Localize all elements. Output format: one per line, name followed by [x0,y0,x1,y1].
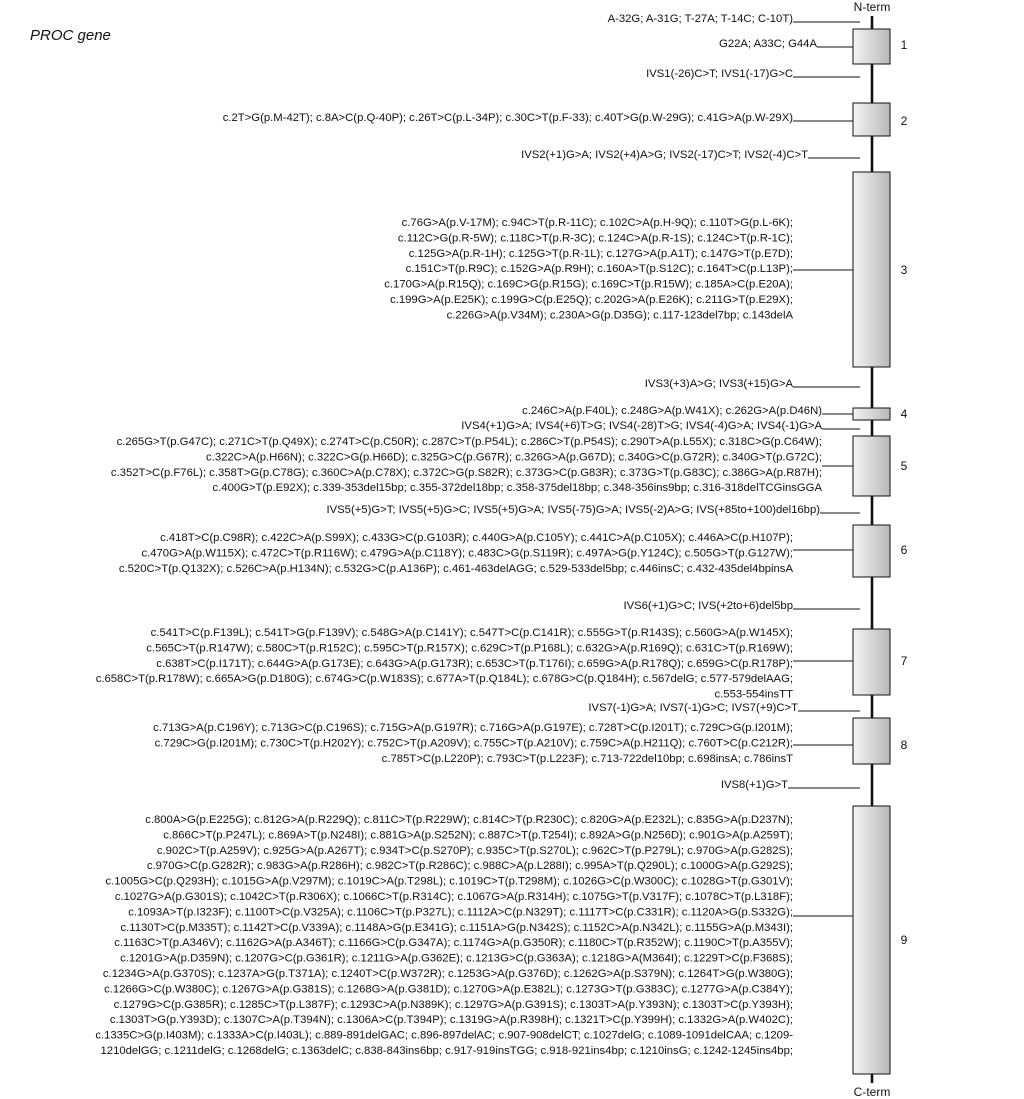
exon-4-label: 4 [900,407,908,421]
mutation-line: c.638T>C(p.I171T); c.644G>A(p.G173E); c.643G>A(p.G173R); c.653C>T(p.T176I); c.659G>A(p.R178Q); c.659G>C(p.R178P); [156,657,793,670]
mutation-group-ivs8 [721,779,788,791]
exon-7-label: 7 [900,654,908,668]
mutation-line: A-32G; A-31G; T-27A; T-14C; C-10T) [607,13,793,25]
mutation-line: c.1027G>A(p.G301S); c.1042C>T(p.R306X); c.1066C>T(p.R314C); c.1067G>A(p.R314H); c.1075G>T(p.V317F); c.1078C>T(p.L318F); [114,891,793,903]
mutation-line: c.1266G>C(p.W380C); c.1267G>A(p.G381S); c.1268G>A(p.G381D); c.1270G>A(p.E382L); c.1273G>T(p.G383C); c.1277G>A(p.C384Y); [104,983,793,996]
exon-9-box [853,806,890,1074]
mutation-group-ivs4 [461,420,822,432]
mutation-line: G22A; A33C; G44A [719,38,817,50]
mutation-line: c.1005G>C(p.Q293H); c.1015G>A(p.V297M); c.1019C>A(p.T298L); c.1019C>T(p.T298M); c.1026G>C(p.W300C); c.1028G>T(p.G301V); [105,875,793,888]
mutation-line: c.112C>G(p.R-5W); c.118C>T(p.R-3C); c.124C>A(p.R-1S); c.124C>T(p.R-1C); [397,232,793,245]
mutation-line: c.1234G>A(p.G370S); c.1237A>G(p.T371A); c.1240T>C(p.W372R); c.1253G>A(p.G376D); c.1262G>A(p.S379N); c.1264T>G(p.W380G); [102,968,793,980]
mutation-line: c.970G>C(p.G282R); c.983G>A(p.R286H); c.982C>T(p.R286C); c.988C>A(p.L288I); c.995A>T(p.Q290L); c.1000G>A(p.G292S); [146,860,793,873]
mutation-group-promoter [608,13,794,25]
mutation-group-exon3 [384,217,793,321]
mutation-line: c.226G>A(p.V34M); c.230A>G(p.D35G); c.117-123del7bp; c.143delA [446,309,793,322]
mutation-line: c.76G>A(p.V-17M); c.94C>T(p.R-11C); c.102C>A(p.H-9Q); c.110T>G(p.L-6K); [401,217,793,229]
mutation-line: IVS5(+5)G>T; IVS5(+5)G>C; IVS5(+5)G>A; IVS5(-75)G>A; IVS5(-2)A>G; IVS(+85to+100)del16bp) [326,504,820,516]
mutation-line: IVS2(+1)G>A; IVS2(+4)A>G; IVS2(-17)C>T; IVS2(-4)C>T [521,149,808,161]
mutation-group-ivs2 [521,149,808,161]
mutation-line: c.1303T>G(p.Y393D); c.1307C>A(p.T394N); c.1306A>C(p.T394P); c.1319G>A(p.R398H); c.1321T>C(p.Y399H); c.1332G>A(p.W402C); [109,1014,793,1027]
mutation-group-exon6 [119,532,794,575]
diagram-title: PROC gene [30,27,111,44]
mutation-line: c.1279G>C(p.G385R); c.1285C>T(p.L387F); c.1293C>A(p.N389K); c.1297G>A(p.G391S); c.1303T>A(p.Y393N); c.1303T>C(p.Y393H); [113,998,793,1011]
exon-2-box [853,103,890,136]
mutation-group-ivs7 [588,702,798,714]
exon-8-box [853,718,890,764]
mutation-group-ivs6 [623,600,793,612]
mutation-line: c.520C>T(p.Q132X); c.526C>A(p.H134N); c.532G>C(p.A136P); c.461-463delAGG; c.529-533del5bp; c.446insC; c.432-435del4bpinsA [118,562,793,575]
exon-3-label: 3 [900,263,908,277]
exon-5-box [853,436,890,496]
mutation-line: c.729C>G(p.I201M); c.730C>T(p.H202Y); c.752C>T(p.A209V); c.755C>T(p.A210V); c.759C>A(p.H211Q); c.760T>C(p.C212R); [154,737,793,750]
mutation-line: c.785T>C(p.L220P); c.793C>T(p.L223F); c.713-722del10bp; c.698insA; c.786insT [381,752,793,765]
exon-5-label: 5 [900,459,908,473]
exon-4-box [853,408,890,420]
mutation-group-exon1 [719,38,817,50]
exons [853,29,908,1074]
mutation-line: IVS6(+1)G>C; IVS(+2to+6)del5bp [623,600,793,612]
mutation-line: c.322C>A(p.H66N); c.322C>G(p.H66D); c.325G>C(p.G67R); c.326G>A(p.G67D); c.340G>C(p.G72R); c.340G>T(p.G72C); [206,451,822,464]
mutation-line: IVS8(+1)G>T [720,779,788,791]
mutation-line: 1210delGG; c.1211delG; c.1268delG; c.1363delC; c.838-843ins6bp; c.917-919insTGG; c.918-921ins4bp; c.1210insG; c.1242-1245ins4bp; [100,1045,793,1057]
mutation-group-ivs3 [645,378,794,390]
mutation-line: c.1163C>T(p.A346V); c.1162G>A(p.A346T); c.1166G>C(p.G347A); c.1174G>A(p.G350R); c.1180C>T(p.R352W); c.1190C>T(p.A355V); [114,937,793,950]
mutation-line: c.1335C>G(p.I403M); c.1333A>C(p.I403L); c.889-891delGAC; c.896-897delAC; c.907-908delCT; c.1027delG; c.1089-1091delCAA; c.1209- [95,1029,793,1042]
mutation-group-ivs5 [326,504,820,516]
mutation-line: c.902C>T(p.A259V); c.925G>A(p.A267T); c.934T>C(p.S270P); c.935C>T(p.S270L); c.962C>T(p.P279L); c.970G>A(p.G282S); [156,844,793,857]
mutation-line: c.151C>T(p.R9C); c.152G>A(p.R9H); c.160A>T(p.S12C); c.164T>C(p.L13P); [405,263,793,276]
n-term-label: N-term [853,0,891,14]
mutation-line: c.553-554insTT [714,688,793,701]
exon-9-label: 9 [900,933,908,947]
mutation-line: c.1201G>A(p.D359N); c.1207G>C(p.G361R); c.1211G>A(p.G362E); c.1213G>C(p.G363A); c.1218G>A(M364I); c.1229T>C(p.F368S); [120,952,793,965]
mutation-group-exon9 [95,814,793,1057]
mutation-line: c.199G>A(p.E25K); c.199G>C(p.E25Q); c.202G>A(p.E26K); c.211G>T(p.E29X); [390,294,793,306]
mutation-line: c.565C>T(p.R147W); c.580C>T(p.R152C); c.595C>T(p.R157X); c.629C>T(p.P168L); c.632G>A(p.R169Q); c.631C>T(p.R169W); [146,642,793,655]
mutation-line: IVS1(-26)C>T; IVS1(-17)G>C [646,68,793,80]
exon-1-box [853,29,890,64]
mutation-line: c.541T>C(p.F139L); c.541T>G(p.F139V); c.548G>A(p.C141Y); c.547T>C(p.C141R); c.555G>T(p.R143S); c.560G>A(p.W145X); [150,627,793,639]
c-term-label: C-term [853,1085,891,1099]
mutation-line: c.125G>A(p.R-1H); c.125G>T(p.R-1L); c.127G>A(p.A1T); c.147G>T(p.E7D); [408,247,793,260]
mutation-line: IVS7(-1)G>A; IVS7(-1)G>C; IVS7(+9)C>T [588,702,798,714]
mutation-line: c.1093A>T(p.I323F); c.1100T>C(p.V325A); c.1106C>T(p.P327L); c.1112A>C(p.N329T); c.1117T>C(p.C331R); c.1120A>G(p.S332G); [128,906,793,919]
mutation-line: c.1130T>C(p.M335T); c.1142T>C(p.V339A); c.1148A>G(p.E341G); c.1151A>G(p.N342S); c.1152C>A(p.N342L); c.1155G>A(p.M343I); [120,921,793,934]
mutation-line: c.418T>C(p.C98R); c.422C>A(p.S99X); c.433G>C(p.G103R); c.440G>A(p.C105Y); c.441C>A(p.C105X); c.446A>C(p.H107P); [160,532,793,544]
mutation-group-exon5 [111,436,823,494]
mutation-line: c.246C>A(p.F40L); c.248G>A(p.W41X); c.262G>A(p.D46N) [522,405,822,417]
mutation-line: c.170G>A(p.R15Q); c.169C>G(p.R15G); c.169C>T(p.R15W); c.185A>C(p.E20A); [384,278,793,291]
mutation-line: c.658C>T(p.R178W); c.665A>G(p.D180G); c.674G>C(p.W183S); c.677A>T(p.Q184L); c.678G>C(p.Q184H); c.567delG; c.577-579delAAG; [95,673,793,686]
exon-6-label: 6 [900,543,908,557]
mutation-line: c.866C>T(p.P247L); c.869A>T(p.N248I); c.881G>A(p.S252N); c.887C>T(p.T254I); c.892A>G(p.N256D); c.901G>A(p.A259T); [163,829,793,842]
exon-8-label: 8 [900,738,908,752]
mutation-line: c.470G>A(p.W115X); c.472C>T(p.R116W); c.479G>A(p.C118Y); c.483C>G(p.S119R); c.497A>G(p.Y124C); c.505G>T(p.G127W); [141,547,793,560]
mutation-group-exon2 [223,112,793,124]
mutation-groups [95,13,822,1057]
mutation-group-exon8 [153,722,793,765]
exon-2-label: 2 [900,114,908,128]
exon-1-label: 1 [900,38,908,52]
mutation-line: IVS4(+1)G>A; IVS4(+6)T>G; IVS4(-28)T>G; IVS4(-4)G>A; IVS4(-1)G>A [461,420,822,432]
mutation-line: c.2T>G(p.M-42T); c.8A>C(p.Q-40P); c.26T>C(p.L-34P); c.30C>T(p.F-33); c.40T>G(p.W-29G); c.41G>A(p.W-29X) [222,112,793,124]
exon-6-box [853,525,890,577]
mutation-line: c.800A>G(p.E225G); c.812G>A(p.R229Q); c.811C>T(p.R229W); c.814C>T(p.R230C); c.820G>A(p.E232L); c.835G>A(p.D237N); [145,814,793,826]
mutation-line: c.400G>T(p.E92X); c.339-353del15bp; c.355-372del18bp; c.358-375del18bp; c.348-356ins9bp; c.316-318delTCGinsGGA [212,482,822,495]
mutation-line: c.265G>T(p.G47C); c.271C>T(p.Q49X); c.274T>C(p.C50R); c.287C>T(p.P54L); c.286C>T(p.P54S); c.290T>A(p.L55X); c.318C>G(p.C64W); [116,436,822,448]
mutation-group-exon4 [522,405,822,417]
exon-3-box [853,172,890,367]
mutation-group-exon7 [96,627,793,701]
exon-7-box [853,629,890,695]
mutation-line: c.713G>A(p.C196Y); c.713G>C(p.C196S); c.715G>A(p.G197R); c.716G>A(p.G197E); c.728T>C(p.I201T); c.729C>G(p.I201M); [153,722,793,734]
mutation-group-ivs1 [646,68,793,80]
mutation-line: c.352T>C(p.F76L); c.358T>G(p.C78G); c.360C>A(p.C78X); c.372C>G(p.S82R); c.373G>C(p.G83R); c.373G>T(p.G83C); c.386G>A(p.R87H); [110,466,822,479]
mutation-line: IVS3(+3)A>G; IVS3(+15)G>A [644,378,793,390]
